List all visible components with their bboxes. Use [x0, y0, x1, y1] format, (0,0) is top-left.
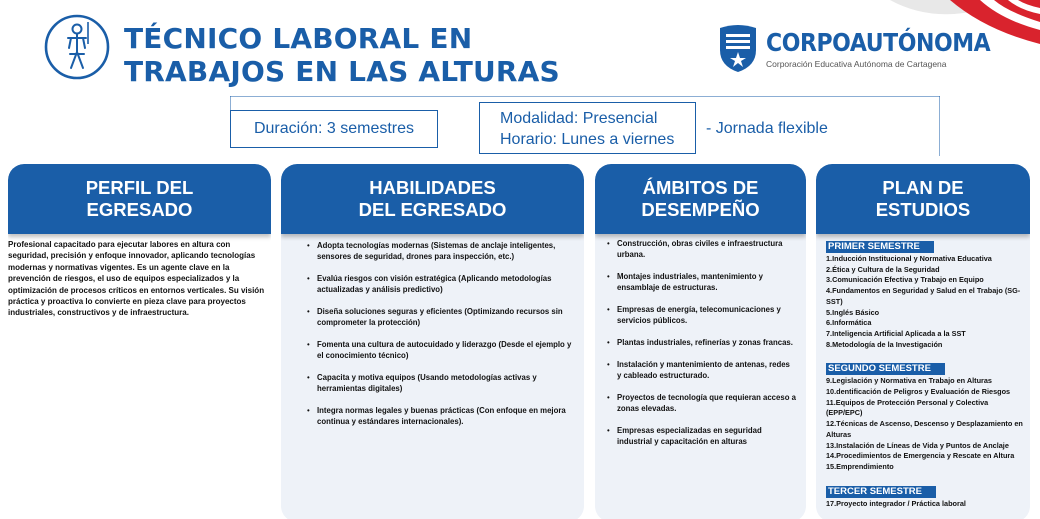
plan-column: [816, 164, 1030, 519]
semester-block: [826, 481, 1030, 510]
habilidades-heading-line-1: HABILIDADES: [369, 177, 496, 198]
semester-title: SEGUNDO SEMESTRE: [826, 363, 945, 375]
habilidades-heading: [281, 164, 584, 234]
ambitos-column: [595, 164, 806, 519]
modality-box: [479, 102, 696, 154]
page-title: [124, 22, 560, 88]
title-line-1: TÉCNICO LABORAL EN: [124, 22, 473, 55]
list-item: • Montajes industriales, mantenimiento y ensamblaje de estructuras.: [617, 271, 796, 293]
course-item: 5.Inglés Básico: [826, 307, 880, 317]
course-item: 3.Comunicación Efectiva y Trabajo en Equipo: [826, 275, 984, 285]
semester-title: PRIMER SEMESTRE: [826, 241, 934, 253]
ambitos-heading-line-1: ÁMBITOS DE: [642, 177, 759, 198]
shield-logo-icon: [716, 24, 760, 74]
list-item: • Construcción, obras civiles e infraestructura urbana.: [617, 238, 796, 260]
course-item: 8.Metodología de la Investigación: [826, 339, 943, 349]
schedule-text: Horario: Lunes a viernes: [500, 131, 675, 148]
course-item: 2.Ética y Cultura de la Seguridad: [826, 264, 940, 274]
course-item: 7.Inteligencia Artificial Aplicada a la SST: [826, 328, 966, 338]
course-item: 11.Equipos de Protección Personal y Colectiva (EPP/EPC): [826, 397, 989, 418]
list-item: • Plantas industriales, refinerías y zonas francas.: [617, 337, 796, 348]
logo-subtitle: Corporación Educativa Autónoma de Cartagena: [766, 59, 947, 69]
list-item: • Adopta tecnologías modernas (Sistemas de anclaje inteligentes, sensores de seguridad, drones para inspección, etc.): [317, 240, 572, 262]
modality-text: Modalidad: Presencial: [500, 110, 658, 127]
list-item: • Empresas de energía, telecomunicaciones y servicios públicos.: [617, 304, 796, 326]
ambitos-list: [617, 238, 806, 447]
list-item: • Proyectos de tecnología que requieran acceso a zonas elevadas.: [617, 392, 796, 414]
course-item: 9.Legislación y Normativa en Trabajo en Alturas: [826, 376, 992, 386]
list-item: • Fomenta una cultura de autocuidado y liderazgo (Desde el ejemplo y el conocimiento técnico): [317, 339, 572, 361]
course-list: [826, 254, 1030, 350]
perfil-heading-line-2: EGRESADO: [86, 199, 193, 220]
course-item: 4.Fundamentos en Seguridad y Salud en el Trabajo (SG-SST): [826, 286, 1021, 306]
course-item: 6.Informática: [826, 318, 872, 328]
perfil-heading-line-1: PERFIL DEL: [85, 177, 194, 198]
semester-block: [826, 236, 1030, 350]
ambitos-heading: [595, 164, 806, 234]
list-item: • Instalación y mantenimiento de antenas, redes y cableado estructurado.: [617, 359, 796, 381]
plan-heading-line-1: PLAN DE: [882, 177, 964, 198]
course-item: 15.Emprendimiento: [826, 461, 894, 471]
logo-name: CORPOAUTÓNOMA: [766, 28, 991, 57]
list-item: • Diseña soluciones seguras y eficientes (Optimizando recursos sin comprometer la protección): [317, 306, 572, 328]
list-item: • Empresas especializadas en seguridad industrial y capacitación en alturas: [617, 425, 796, 447]
course-list: [826, 376, 1030, 472]
habilidades-heading-line-2: DEL EGRESADO: [358, 199, 507, 220]
perfil-text: Profesional capacitado para ejecutar labores en altura con seguridad, precisión y enfoque innovador, aplicando tecnologías modernas y normativas vigentes. Es un agente clave en la prevención de riesgos, el uso de equipos especializados y la optimización de procesos críticos en entornos verticales. Su visión práctica y proactiva lo convierte en pieza clave para proyectos industriales, constructivos y de infraestructura.: [8, 240, 265, 318]
harness-worker-icon: [44, 14, 110, 80]
course-item: 14.Procedimientos de Emergencia y Rescate en Altura: [826, 451, 1015, 461]
course-item: 10.dentificación de Peligros y Evaluación de Riesgos: [826, 387, 1011, 397]
list-item: • Integra normas legales y buenas prácticas (Con enfoque en mejora continua y estándares internacionales).: [317, 405, 572, 427]
course-item: 13.Instalación de Líneas de Vida y Puntos de Anclaje: [826, 440, 1009, 450]
plan-heading-line-2: ESTUDIOS: [875, 199, 971, 220]
habilidades-column: [281, 164, 584, 519]
title-line-2: TRABAJOS EN LAS ALTURAS: [124, 55, 560, 88]
corpoautonoma-logo: [716, 22, 991, 76]
semester-title: TERCER SEMESTRE: [826, 486, 936, 498]
perfil-column: [8, 164, 271, 519]
semester-block: [826, 358, 1030, 472]
ambitos-heading-line-2: DESEMPEÑO: [641, 199, 760, 220]
shift-text: - Jornada flexible: [706, 120, 828, 137]
list-item: • Capacita y motiva equipos (Usando metodologías activas y herramientas digitales): [317, 372, 572, 394]
plan-heading: [816, 164, 1030, 234]
course-list: [826, 499, 1030, 510]
course-item: 17.Proyecto integrador / Práctica laboral: [826, 498, 966, 508]
duration-box: Duración: 3 semestres: [230, 110, 438, 148]
list-item: • Evalúa riesgos con visión estratégica (Aplicando metodologías actualizadas y análisis predictivo): [317, 273, 572, 295]
course-item: 12.Técnicas de Ascenso, Descenso y Desplazamiento en Alturas: [826, 419, 1023, 439]
perfil-heading: [8, 164, 271, 234]
course-item: 1.Inducción Institucional y Normativa Educativa: [826, 254, 992, 263]
habilidades-list: [317, 240, 584, 427]
